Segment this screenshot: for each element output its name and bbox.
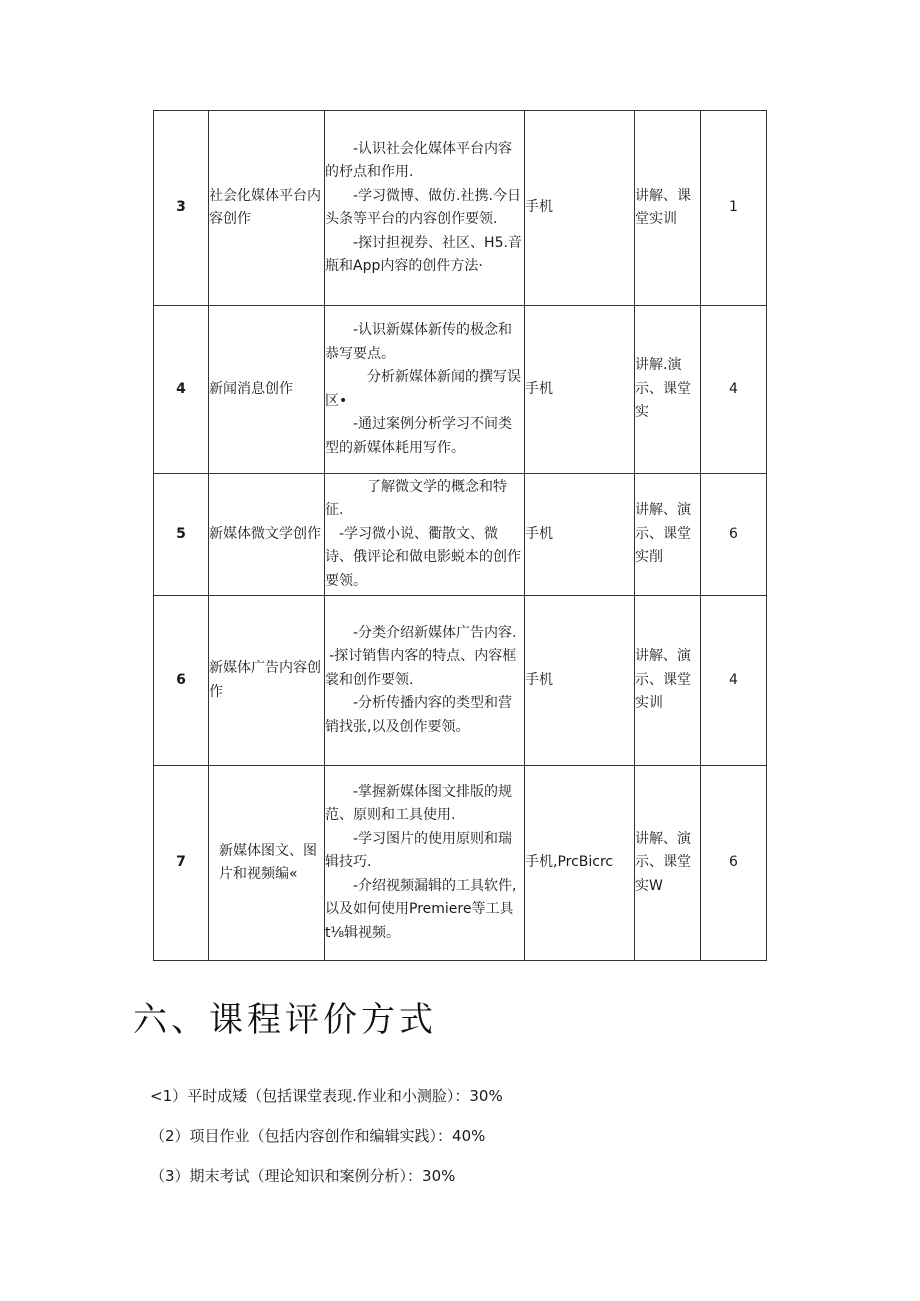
content-line: -探讨担视券、社区、H5.音瓶和App内容的创件方法· (325, 234, 522, 274)
topic-name: 新媒体微文学创作 (209, 474, 325, 596)
row-number: 6 (154, 596, 209, 766)
teaching-method: 讲解、演示、课堂实训 (635, 596, 701, 766)
teaching-method: 讲解、演示、课堂实W (635, 766, 701, 961)
topic-name: 社会化媒体平台内容创作 (209, 111, 325, 306)
teaching-tool: 手机 (525, 596, 635, 766)
row-number: 7 (154, 766, 209, 961)
row-number: 3 (154, 111, 209, 306)
content-line: -认识社会化媒体平台内容的杼点和作用. (325, 140, 513, 180)
course-schedule-table (153, 110, 767, 961)
content-line: -探讨销售内客的特点、内容框裳和创作要领. (325, 648, 517, 688)
class-hours: 4 (701, 596, 767, 766)
content-line: -认识新媒体新传的极念和恭写要点。 (325, 322, 513, 362)
content-line: -分类介绍新媒体广告内容. (353, 624, 517, 641)
teaching-tool: 手机 (525, 306, 635, 474)
teaching-tool: 手机 (525, 111, 635, 306)
table-row (154, 474, 767, 596)
evaluation-item: （2）项目作业（包括内容创作和编辑实践）：40% (150, 1127, 486, 1145)
teaching-method: 讲解、演示、课堂实削 (635, 474, 701, 596)
topic-name: 新媒体广告内容创作 (209, 596, 325, 766)
class-hours: 4 (701, 306, 767, 474)
table-row (154, 596, 767, 766)
teaching-method: 讲解、课堂实训 (635, 111, 701, 306)
topic-content (325, 474, 525, 596)
class-hours: 6 (701, 766, 767, 961)
content-line: 了解微文学的概念和特征. (325, 478, 507, 519)
topic-content (325, 596, 525, 766)
content-line: 分析新媒体新闻的撰写误区• (325, 369, 521, 409)
content-line: -介绍视频漏辑的工具软件,以及如何使用Premiere等工具t⅛辑视频。 (325, 877, 517, 941)
content-line: -学习微博、做仿.社携.今日头条等平台的内容创作要领. (325, 187, 521, 227)
topic-name: 新闻消息创作 (209, 306, 325, 474)
class-hours: 1 (701, 111, 767, 306)
evaluation-item: （3）期末考试（理论知识和案例分析）：30% (150, 1167, 456, 1185)
content-line: -掌握新媒体图文排版的规范、原则和工具使用. (325, 783, 513, 824)
teaching-tool: 手机 (525, 474, 635, 596)
table-row (154, 306, 767, 474)
row-number: 5 (154, 474, 209, 596)
section-title: 六、课程评价方式 (133, 1000, 437, 1040)
teaching-tool: 手机,PrcBicrc (525, 766, 635, 961)
content-line: -通过案例分析学习不间类型的新媒体耗用写作。 (325, 416, 513, 456)
topic-content (325, 766, 525, 961)
content-line: -学习微小说、衢散文、微诗、俄评论和做电影蜕本的创作要领。 (325, 525, 521, 589)
topic-content (325, 111, 525, 306)
evaluation-item: <1）平时成矮（包括课堂表现.作业和小测脸）：30% (150, 1087, 503, 1105)
class-hours: 6 (701, 474, 767, 596)
content-line: -学习图片的使用原则和瑞辑技巧. (325, 830, 513, 871)
row-number: 4 (154, 306, 209, 474)
content-line: -分析传播内容的类型和营销找张,以及创作要领。 (325, 695, 513, 735)
table-row (154, 111, 767, 306)
table-row (154, 766, 767, 961)
teaching-method: 讲解.演示、课堂实 (635, 306, 701, 474)
topic-content (325, 306, 525, 474)
topic-name: 新媒体图文、图片和视频编« (209, 766, 325, 961)
